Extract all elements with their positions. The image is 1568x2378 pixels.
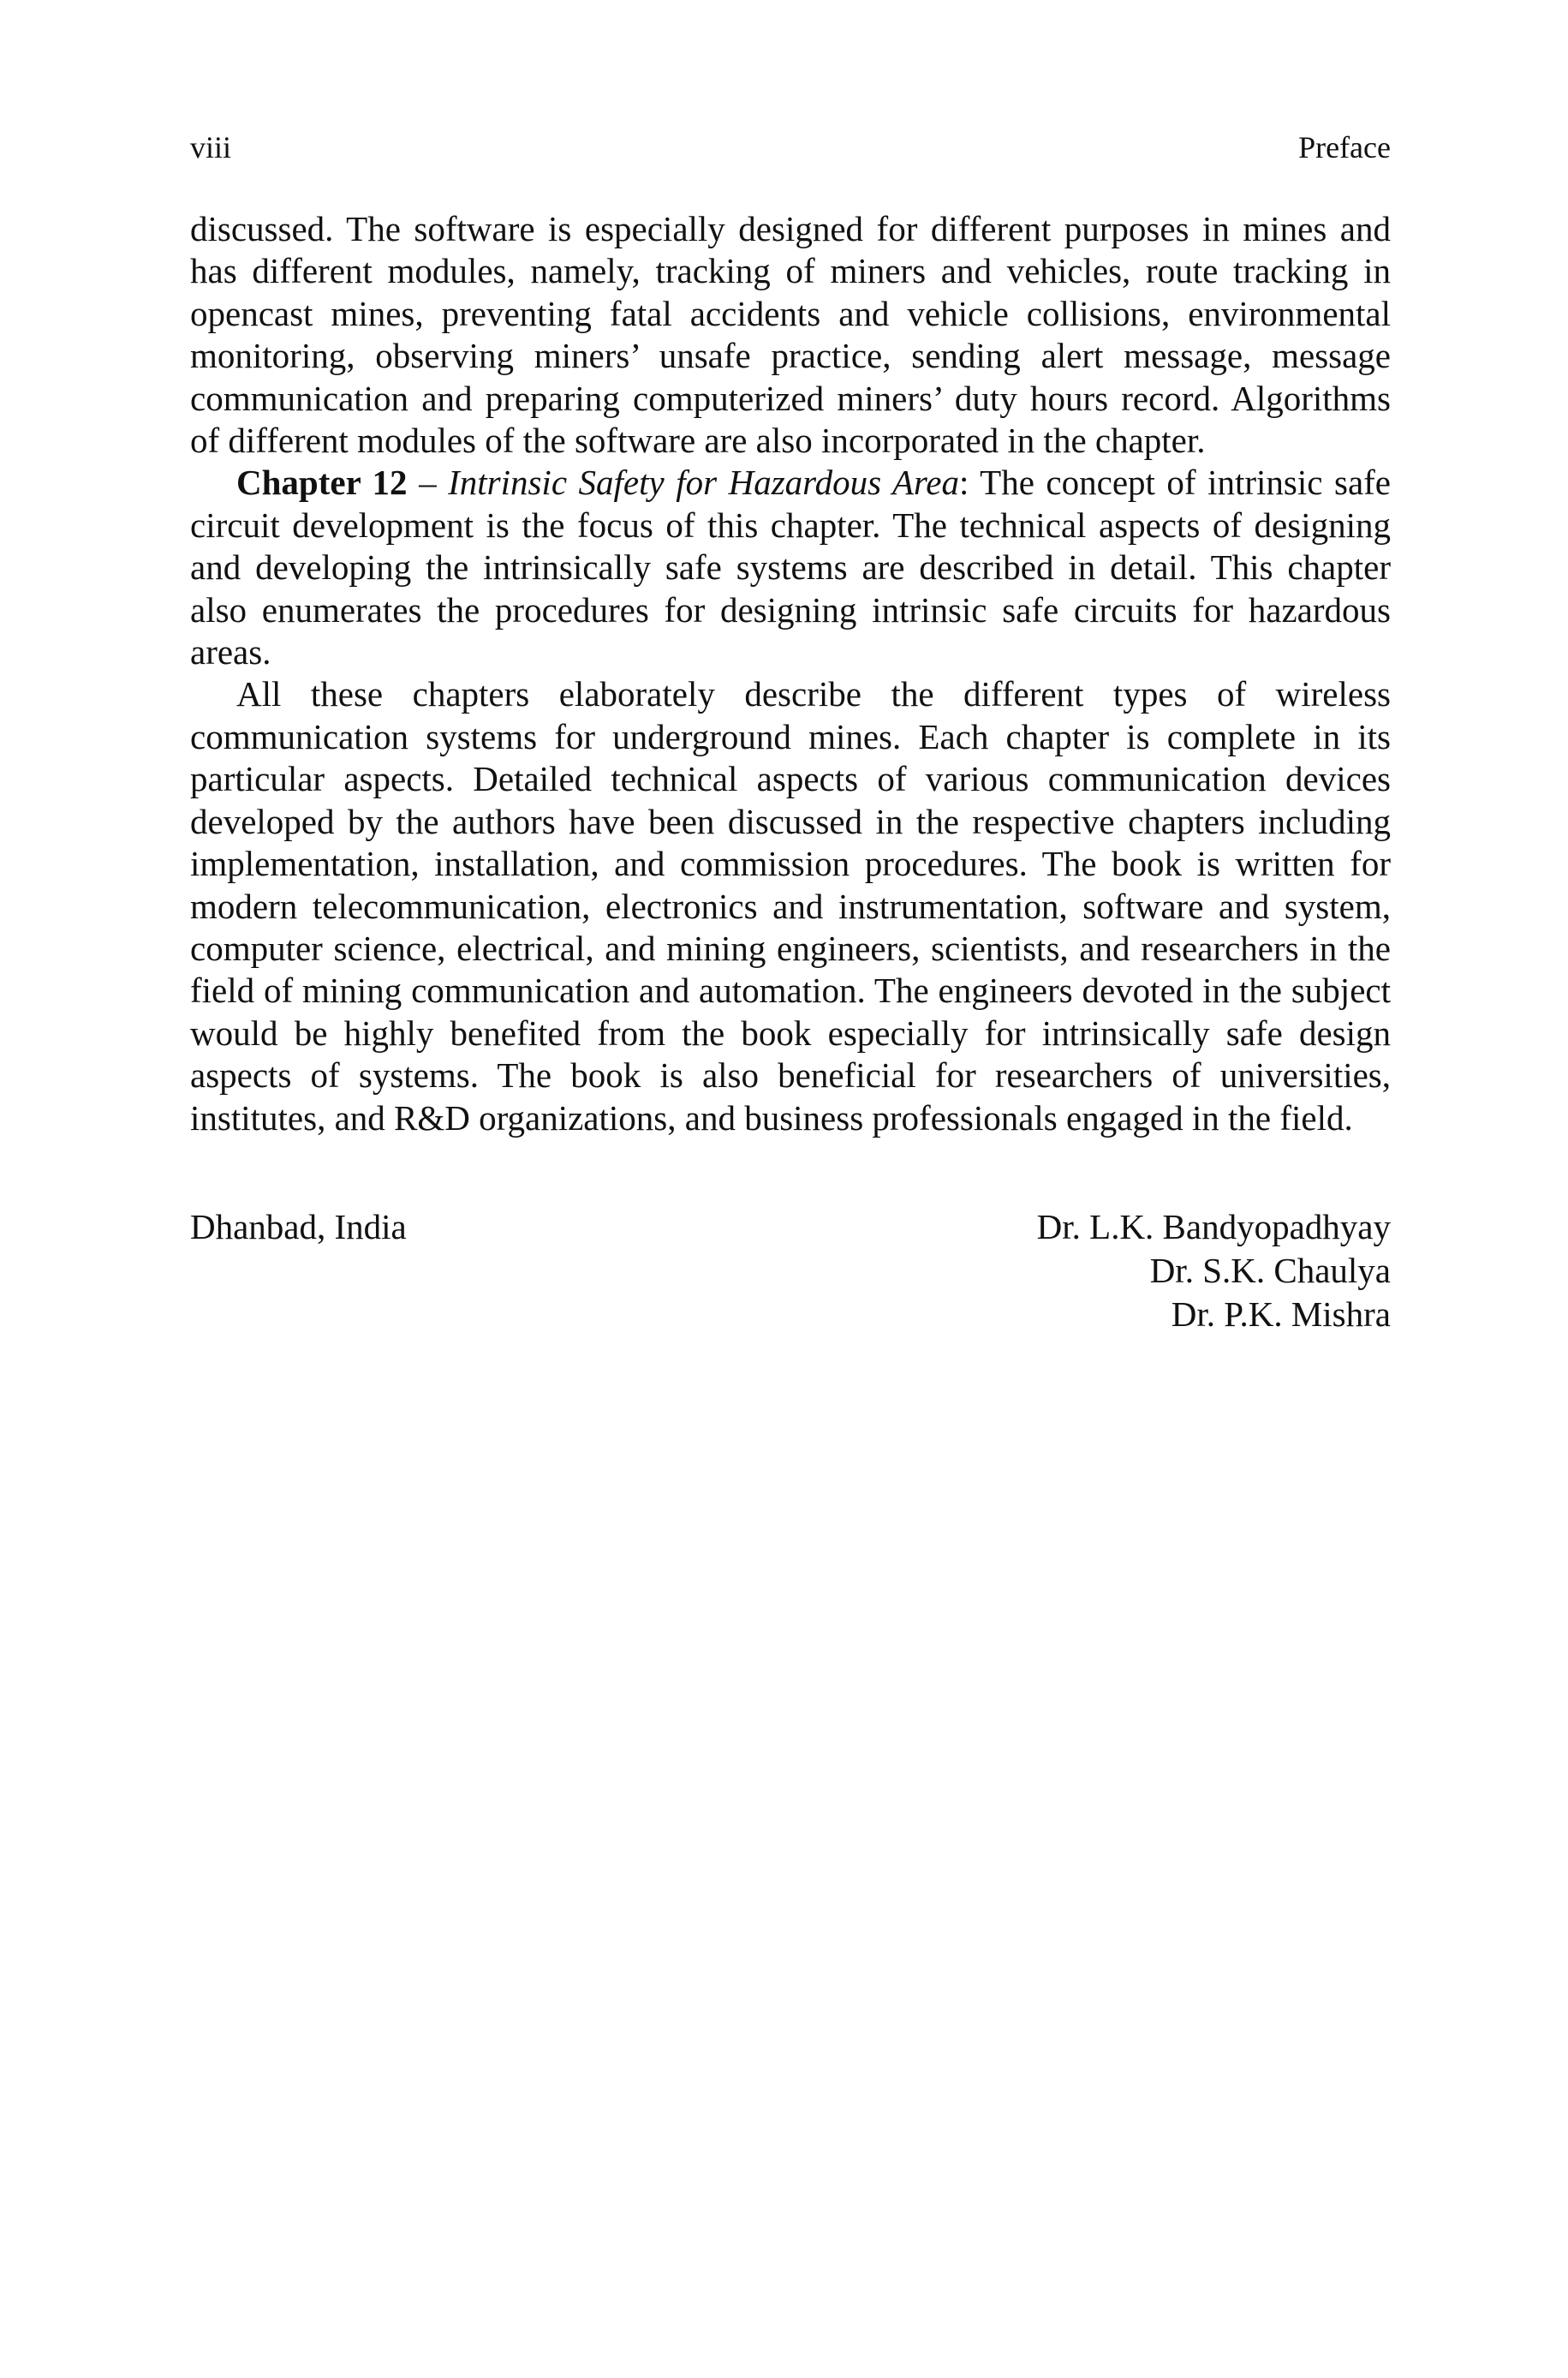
preface-body [190, 208, 1391, 1139]
chapter-title: Intrinsic Safety for Hazardous Area [448, 463, 959, 503]
chapter-colon: : [959, 463, 981, 503]
page-number: viii [190, 130, 232, 164]
author-name: Dr. L.K. Bandyopadhyay [1036, 1207, 1391, 1246]
chapter-description: The concept of intrinsic safe circuit development is the focus of this chapter. The technical aspects of designing and developing the intrinsically safe systems are described in detail. This chapter also enumerates the procedures for designing intrinsic safe circuits for hazardous areas. [190, 463, 1391, 672]
author-name: Dr. P.K. Mishra [1171, 1294, 1391, 1334]
paragraph-summary: All these chapters elaborately describe the different types of wireless communication systems for underground mines. Each chapter is complete in its particular aspects. Detailed technical aspects of various communication devices developed by the authors have been discussed in the respective chapters including implementation, installation, and commission procedures. The book is written for modern telecommunication, electronics and instrumentation, software and system, computer science, electrical, and mining engineers, scientists, and researchers in the field of mining communication and automation. The engineers devoted in the subject would be highly benefited from the book especially for intrinsically safe design aspects of systems. The book is also beneficial for researchers of universities, institutes, and R&D organizations, and business professionals engaged in the field. [190, 674, 1391, 1138]
author-list [1037, 1205, 1391, 1336]
paragraph-continuation: discussed. The software is especially designed for different purposes in mines and has different modules, namely, tracking of miners and vehicles, route tracking in opencast mines, preventing fatal accidents and vehicle collisions, environmental monitoring, observing miners’ unsafe practice, sending alert message, message communication and preparing computerized miners’ duty hours record. Algorithms of different modules of the software are also incorporated in the chapter. [190, 209, 1391, 461]
section-title: Preface [1298, 130, 1391, 164]
author-name: Dr. S.K. Chaulya [1149, 1251, 1391, 1290]
book-page [190, 0, 1391, 2378]
chapter-dash: – [407, 463, 449, 503]
signature-place: Dhanbad, India [190, 1207, 407, 1246]
chapter-label: Chapter 12 [236, 463, 408, 503]
paragraph-chapter-12 [190, 462, 1391, 673]
